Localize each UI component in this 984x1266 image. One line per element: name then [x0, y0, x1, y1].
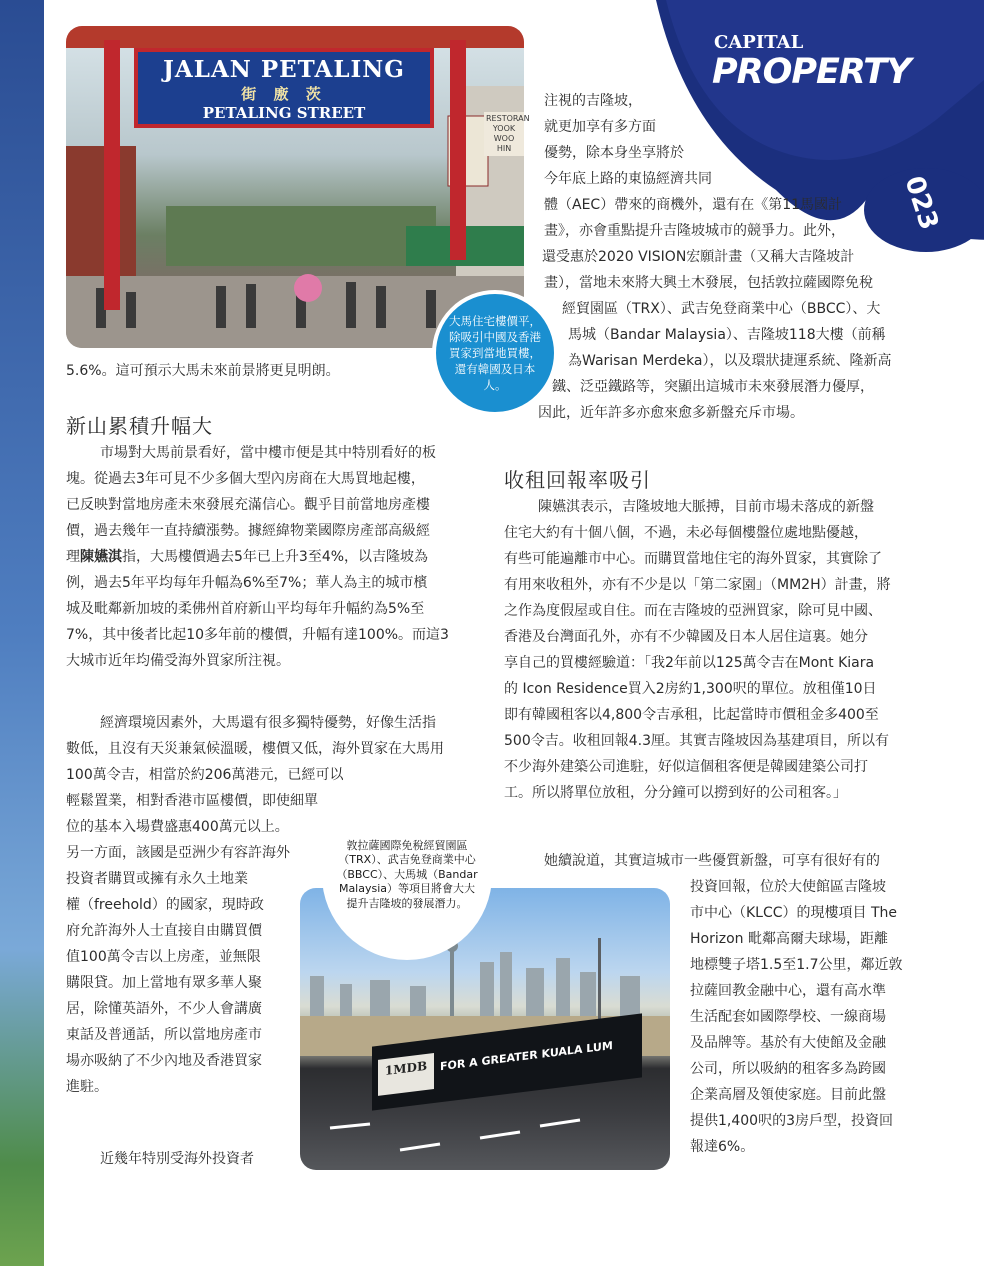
- text-line: 之作為度假屋或自住。而在吉隆坡的亞洲買家，除可見中國、: [504, 603, 882, 619]
- sign-line-2: 街 廒 茨: [241, 85, 327, 103]
- text-line: 及品牌等。基於有大使館及金融: [690, 1035, 886, 1051]
- text-line: 居，除懂英語外，不少人會講廣: [66, 1001, 262, 1017]
- text-line: 陳嬿淇表示，吉隆坡地大脈搏，目前市場未落成的新盤: [538, 499, 874, 515]
- text-line: 公司，所以吸納的租客多為跨國: [690, 1061, 886, 1077]
- text-line: 的 Icon Residence買入2房約1,300呎的單位。放租僅10日: [504, 681, 877, 697]
- text-line-with-name: [66, 544, 449, 570]
- section-2-paragraph-2-first-line: 她續說道，其實這城市一些優質新盤，可享有很好有的: [544, 853, 880, 869]
- text-line: 馬城（Bandar Malaysia）、吉隆坡118大樓（前稱: [568, 327, 886, 343]
- text-line: 市中心（KLCC）的現樓項目 The: [690, 905, 898, 921]
- text-line: 有些可能遍離市中心。而購買當地住宅的海外買家，其實除了: [504, 551, 882, 567]
- text-line: 市場對大馬前景看好，當中樓市便是其中特別看好的板: [100, 445, 436, 461]
- section-1-paragraph-3: 近幾年特別受海外投資者: [100, 1151, 254, 1167]
- masthead-capital: CAPITAL: [714, 32, 804, 53]
- text-line: 地標雙子塔1.5至1.7公里，鄰近敦: [690, 957, 903, 973]
- text-line: 另一方面，該國是亞洲少有容許海外: [66, 845, 290, 861]
- restaurant-sign: RESTORAN YOOK WOO HIN: [484, 112, 524, 156]
- text-line: 位的基本入場費盛惠400萬元以上。: [66, 819, 289, 835]
- text-line: 提供1,400呎的3房戶型，投資回: [690, 1113, 893, 1129]
- text-line: 進駐。: [66, 1079, 108, 1095]
- text-line: 價，過去幾年一直持續漲勢。據經緯物業國際房產部高級經: [66, 523, 430, 539]
- text-line: 就更加享有多方面: [544, 119, 656, 135]
- sign-line-3: PETALING STREET: [202, 104, 366, 122]
- section-2-paragraph-2: [690, 874, 903, 1160]
- text-line: 數低，且沒有天災兼氣候溫暖，樓價又低，海外買家在大馬用: [66, 741, 444, 757]
- text-line: 值100萬令吉以上房產，並無限: [66, 949, 261, 965]
- sign-line-1: JALAN PETALING: [163, 56, 405, 83]
- name-suffix: 指，大馬樓價過去5年已上升3至4%，以吉隆坡為: [122, 549, 429, 565]
- right-column-top-text: [538, 88, 892, 426]
- left-color-strip: [0, 0, 44, 1266]
- text-line: 有用來收租外，亦有不少是以「第二家園」（MM2H）計畫，將: [504, 577, 891, 593]
- page-number: 023: [898, 172, 944, 234]
- billboard-slogan: FOR A GREATER KUALA LUM: [440, 1039, 613, 1074]
- text-line: 例，過去5年平均每年升幅為6%至7%；華人為主的城市檳: [66, 575, 428, 591]
- section-2-paragraph-1: [504, 494, 891, 806]
- text-line: 香港及台灣面孔外，亦有不少韓國及日本人居住這裏。她分: [504, 629, 868, 645]
- section-heading-2: 收租回報率吸引: [504, 468, 651, 492]
- section-1-paragraph-1: [66, 440, 449, 674]
- text-line: 享自己的買樓經驗道：「我2年前以125萬令吉在Mont Kiara: [504, 655, 875, 671]
- text-line: 經濟環境因素外，大馬還有很多獨特優勢，好像生活指: [100, 715, 436, 731]
- text-line: 投資者購買或擁有永久土地業: [66, 871, 248, 887]
- text-line: 城及毗鄰新加坡的柔佛州首府新山平均每年升幅約為5%至: [66, 601, 425, 617]
- text-line: 體（AEC）帶來的商機外，還有在《第11馬國計: [544, 197, 843, 213]
- text-line: 今年底上路的東協經濟共同: [544, 171, 712, 187]
- gate-right-pillar: [450, 40, 466, 260]
- text-line: 場亦吸納了不少內地及香港買家: [66, 1053, 262, 1069]
- text-line: 府允許海外人士直接自由購買價: [66, 923, 262, 939]
- text-line: 企業高層及領使家庭。目前此盤: [690, 1087, 886, 1103]
- text-line: 東話及普通話，所以當地房產市: [66, 1027, 262, 1043]
- petaling-street-sign: [134, 48, 434, 128]
- text-line: 報達6%。: [690, 1139, 755, 1155]
- masthead-property: PROPERTY: [712, 52, 911, 92]
- text-line: 住宅大約有十個八個，不過，未必每個樓盤位處地點優越，: [504, 525, 868, 541]
- callout-bubble-2: 敦拉薩國際免稅經貿園區（TRX）、武吉免登商業中心（BBCC）、大馬城（Bandar Malaysia）等項目將會大大提升吉隆坡的發展潛力。: [322, 790, 492, 960]
- text-line: 500令吉。收租回報4.3厘。其實吉隆坡因為基建項目，所以有: [504, 733, 889, 749]
- text-line: 生活配套如國際學校、一線商場: [690, 1009, 886, 1025]
- text-line: 即有韓國租客以4,800令吉承租，比起當時市價租金多400至: [504, 707, 879, 723]
- gate-left-pillar: [104, 40, 120, 310]
- text-line: 優勢，除本身坐享將於: [544, 145, 684, 161]
- text-line: 鐵、泛亞鐵路等，突顯出這城市未來發展潛力優厚，: [552, 379, 874, 395]
- text-line: 輕鬆置業，相對香港市區樓價，即使細單: [66, 793, 318, 809]
- section-heading-1: 新山累積升幅大: [66, 414, 213, 438]
- text-line: 為Warisan Merdeka），以及環狀捷運系統、隆新高: [568, 353, 892, 369]
- text-line: 塊。從過去3年可見不少多個大型內房商在大馬買地起樓，: [66, 471, 425, 487]
- text-line: 經貿園區（TRX）、武吉免登商業中心（BBCC）、大: [562, 301, 881, 317]
- text-line: 權（freehold）的國家，現時政: [66, 897, 264, 913]
- text-line: 大城市近年均備受海外買家所注視。: [66, 653, 290, 669]
- name-prefix: 理: [66, 549, 80, 565]
- left-column-intro-line: 5.6%。這可預示大馬未來前景將更見明朗。: [66, 363, 340, 379]
- text-line: 不少海外建築公司進駐，好似這個租客便是韓國建築公司打: [504, 759, 868, 775]
- person-name: 陳嬿淇: [80, 549, 122, 565]
- text-line: 工。所以將單位放租，分分鐘可以撈到好的公司租客。」: [504, 785, 847, 801]
- text-line: 投資回報，位於大使館區吉隆坡: [690, 879, 886, 895]
- text-line: 拉薩回教金融中心，還有高水準: [690, 983, 886, 999]
- callout-bubble-1: 大馬住宅樓價平，除吸引中國及香港買家到當地買樓，還有韓國及日本人。: [432, 290, 558, 416]
- text-line: 畫），當地未來將大興土木發展，包括敦拉薩國際免稅: [544, 275, 873, 291]
- text-line: 還受惠於2020 VISION宏願計畫（又稱大吉隆坡計: [542, 249, 855, 265]
- text-line: 7%，其中後者比起10多年前的樓價，升幅有達100%。而這3: [66, 627, 449, 643]
- text-line: 畫》，亦會重點提升吉隆坡城市的競爭力。此外，: [544, 223, 845, 239]
- text-line: 購限貸。加上當地有眾多華人聚: [66, 975, 262, 991]
- text-line: 因此，近年許多亦愈來愈多新盤充斥市場。: [538, 405, 804, 421]
- text-line: 注視的吉隆坡，: [544, 93, 642, 109]
- billboard-logo: 1MDB: [378, 1053, 434, 1096]
- text-line: 100萬令吉，相當於約206萬港元，已經可以: [66, 767, 344, 783]
- text-line: Horizon 毗鄰高爾夫球場，距離: [690, 931, 888, 947]
- text-line: 已反映對當地房產未來發展充滿信心。觀乎目前當地房產樓: [66, 497, 430, 513]
